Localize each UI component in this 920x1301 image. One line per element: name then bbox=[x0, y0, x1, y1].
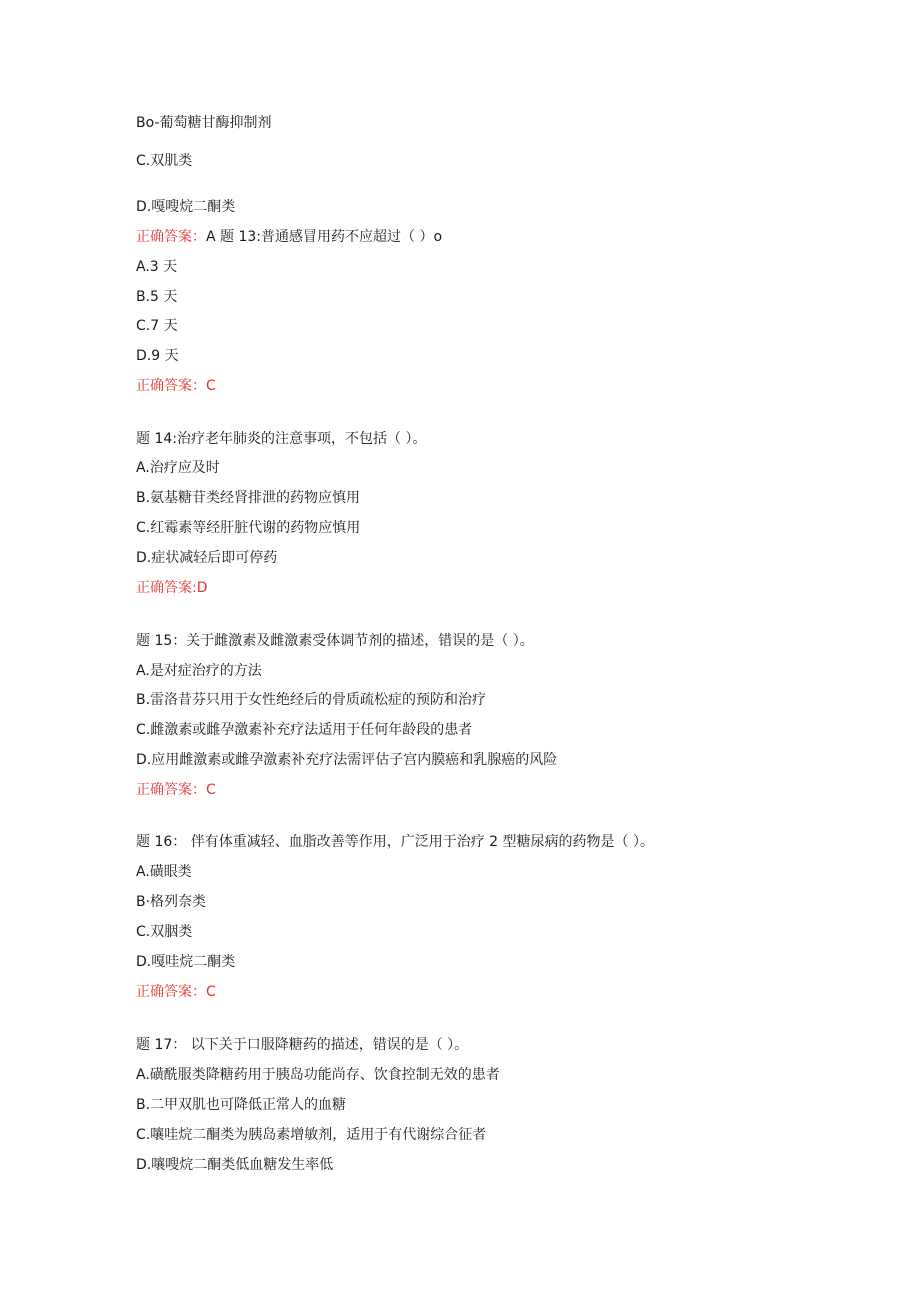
option-a-14: A.治疗应及时 bbox=[136, 460, 220, 476]
option-a-17: A.磺酰服类降糖药用于胰岛功能尚存、饮食控制无效的患者 bbox=[136, 1067, 500, 1083]
answer-14: 正确答案:D bbox=[136, 580, 208, 596]
option-d-14: D.症状减轻后即可停药 bbox=[136, 550, 278, 566]
answer-13: 正确答案：C bbox=[136, 378, 216, 394]
option-c-16: C.双胭类 bbox=[136, 924, 193, 940]
question-17: 题 17： 以下关于口服降糖药的描述，错误的是（ ）。 bbox=[136, 1037, 469, 1053]
option-d-17: D.嚷嗖烷二酮类低血糖发生率低 bbox=[136, 1157, 334, 1173]
question-15: 题 15：关于雌激素及雌激素受体调节剂的描述，错误的是（ ）。 bbox=[136, 633, 534, 649]
option-c-12: C.双肌类 bbox=[136, 153, 193, 169]
option-d-13: D.9 天 bbox=[136, 348, 179, 364]
option-a-15: A.是对症治疗的方法 bbox=[136, 663, 262, 679]
option-b-16: B·格列奈类 bbox=[136, 894, 207, 910]
option-b-15: B.雷洛昔芬只用于女性绝经后的骨质疏松症的预防和治疗 bbox=[136, 692, 487, 708]
question-16: 题 16： 伴有体重减轻、血脂改善等作用，广泛用于治疗 2 型糖尿病的药物是（ ）。 bbox=[136, 834, 654, 850]
option-c-14: C.红霉素等经肝脏代谢的药物应慎用 bbox=[136, 520, 361, 536]
option-d-12: D.嘎嗖烷二酮类 bbox=[136, 199, 236, 215]
answer-16: 正确答案：C bbox=[136, 984, 216, 1000]
answer-label: 正确答案： bbox=[136, 229, 206, 245]
option-a-16: A.磺眼类 bbox=[136, 864, 192, 880]
option-a-13: A.3 天 bbox=[136, 259, 178, 275]
option-b-12: Bo-葡萄糖甘酶抑制剂 bbox=[136, 115, 272, 131]
answer-12-question-13 bbox=[136, 228, 442, 246]
option-b-14: B.氨基糖苷类经肾排泄的药物应慎用 bbox=[136, 490, 361, 506]
question-13-text: A 题 13:普通感冒用药不应超过（ ）o bbox=[206, 229, 443, 245]
option-c-17: C.嚷哇烷二酮类为胰岛素增敏剂，适用于有代谢综合征者 bbox=[136, 1127, 487, 1143]
option-c-13: C.7 天 bbox=[136, 318, 178, 334]
option-b-13: B.5 天 bbox=[136, 289, 178, 305]
option-d-16: D.嘎哇烷二酮类 bbox=[136, 954, 236, 970]
answer-15: 正确答案：C bbox=[136, 782, 216, 798]
option-b-17: B.二甲双肌也可降低正常人的血糖 bbox=[136, 1097, 347, 1113]
option-c-15: C.雌激素或雌孕激素补充疗法适用于任何年龄段的患者 bbox=[136, 722, 473, 738]
question-14: 题 14:治疗老年肺炎的注意事项，不包括（ ）。 bbox=[136, 431, 427, 447]
option-d-15: D.应用雌激素或雌孕激素补充疗法需评估子宫内膜癌和乳腺癌的风险 bbox=[136, 752, 558, 768]
